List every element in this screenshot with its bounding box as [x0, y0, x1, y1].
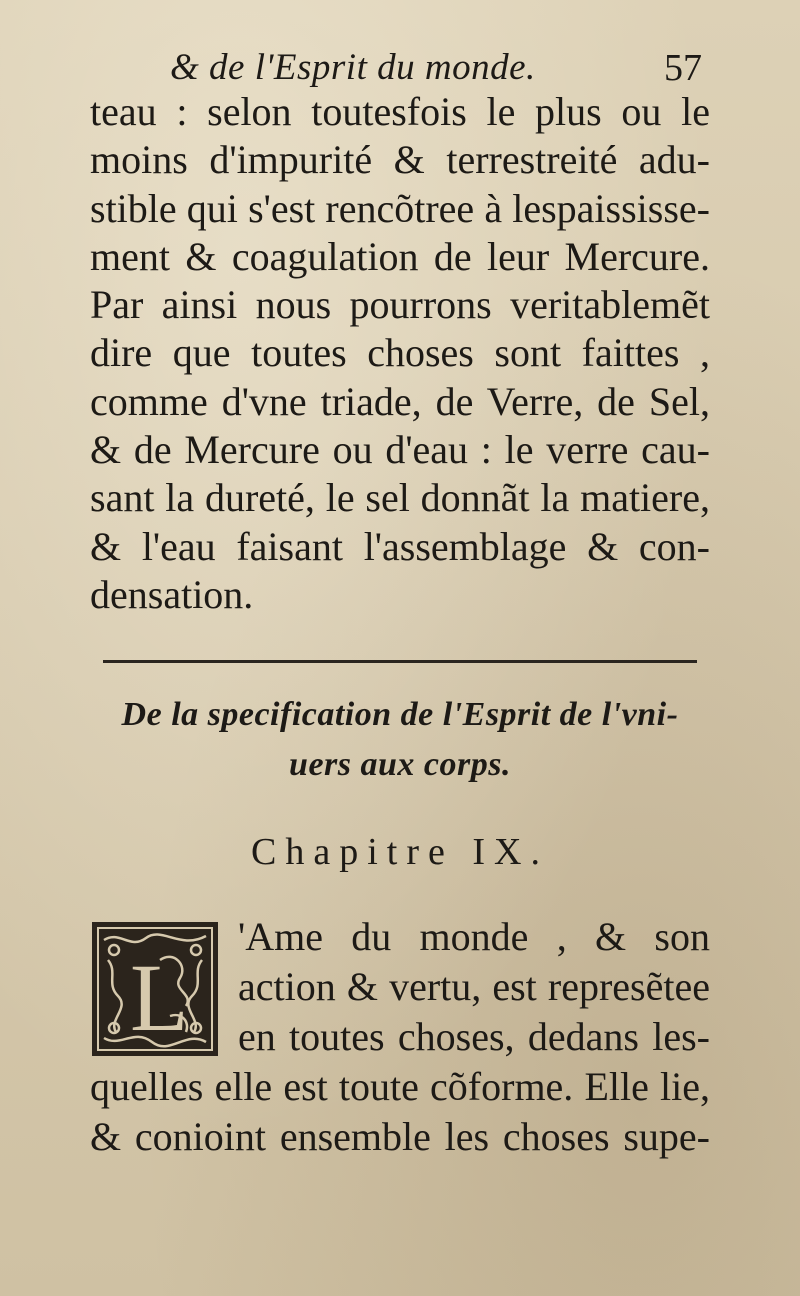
drop-cap-letter: L: [130, 944, 189, 1051]
text-line: quelles elle est toute cõforme. Elle lie,: [90, 1064, 710, 1109]
text-line: stible qui s'est rencõtree à lespaississe-: [90, 185, 710, 231]
section-heading: [90, 690, 710, 790]
running-title: & de l'Esprit du monde.: [170, 47, 536, 88]
text-line: moins d'impurité & terrestreité adu-: [90, 137, 710, 183]
text-line: en toutes choses, dedans les-: [238, 1014, 710, 1059]
text-line: ment & coagulation de leur Mercure.: [90, 233, 710, 279]
text-line: comme d'vne triade, de Verre, de Sel,: [90, 378, 710, 424]
text-line: teau : selon toutesfois le plus ou le: [90, 89, 710, 134]
body-paragraph: [90, 88, 710, 619]
section-heading-line: uers aux corps.: [289, 746, 511, 783]
section-heading-line: De la specification de l'Esprit de l'vni-: [121, 696, 679, 733]
text-line: Par ainsi nous pourrons veritablemẽt: [90, 282, 710, 328]
chapter-heading: Chapitre IX.: [251, 831, 549, 873]
text-line: action & vertu, est represẽtee: [238, 964, 710, 1009]
text-line: 'Ame du monde , & son: [238, 914, 710, 959]
section-divider: [103, 660, 697, 663]
text-line: & l'eau faisant l'assemblage & con-: [90, 523, 710, 569]
chapter-paragraph: [90, 912, 710, 1162]
page-number: 57: [664, 47, 702, 89]
text-line: & de Mercure ou d'eau : le verre cau-: [90, 427, 710, 473]
text-line: sant la dureté, le sel donnãt la matiere,: [90, 475, 710, 521]
text-line: densation.: [90, 571, 254, 617]
text-line: dire que toutes choses sont faittes ,: [90, 330, 710, 376]
text-line: & conioint ensemble les choses supe-: [90, 1114, 710, 1159]
